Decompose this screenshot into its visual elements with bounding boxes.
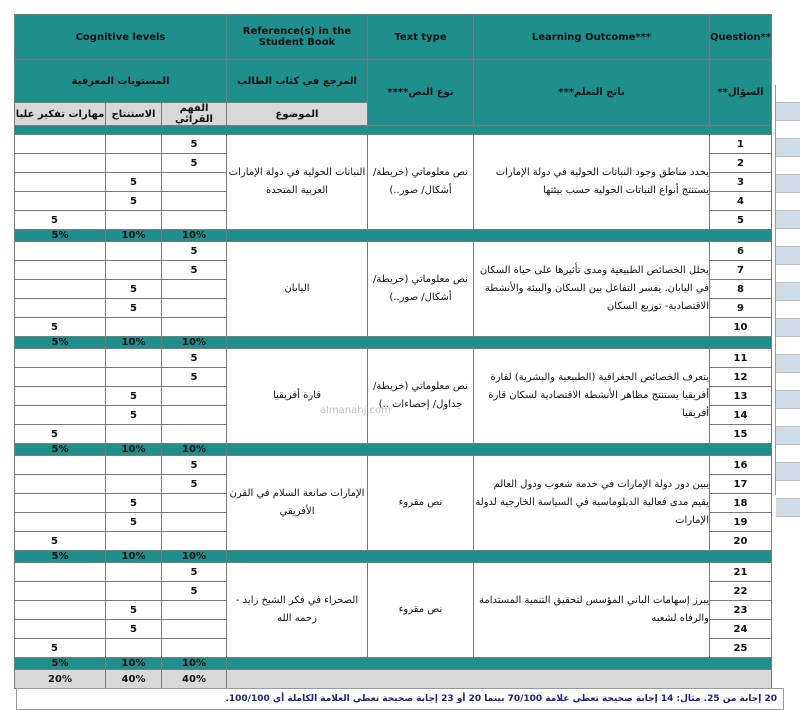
total-percentage-row — [15, 670, 772, 689]
percentage-row-filler — [227, 658, 772, 670]
question-number-cell: 5 — [710, 211, 772, 230]
inference-header: الاستنتاج — [106, 103, 162, 126]
header-row-arabic — [15, 60, 772, 103]
question-number-cell: 11 — [710, 349, 772, 368]
question-number-cell: 24 — [710, 620, 772, 639]
reading-comprehension-cell — [162, 387, 227, 406]
percentage-cell: 10% — [106, 230, 162, 242]
reading-comprehension-cell — [162, 639, 227, 658]
watermark-text: almanahj.com — [320, 405, 391, 416]
question-number-cell: 2 — [710, 154, 772, 173]
inference-cell — [106, 261, 162, 280]
reading-comprehension-cell: 5 — [162, 456, 227, 475]
percentage-cell: 10% — [106, 337, 162, 349]
learning-outcome-cell: يحدد مناطق وجود النباتات الحولية في دولة الإمارات يستنتج أنواع النباتات الحولية حسب بيئتها — [474, 135, 710, 230]
section-percentage-row — [15, 658, 772, 670]
percentage-cell: 5% — [15, 230, 106, 242]
text-type-cell: نص معلوماتي (خريطة/ جداول/ إحصاءات ..) — [368, 349, 474, 444]
question-row — [15, 349, 772, 368]
inference-cell — [106, 318, 162, 337]
inference-cell: 5 — [106, 173, 162, 192]
inference-cell — [106, 563, 162, 582]
topic-cell: الإمارات صانعة السلام في القرن الأفريقي — [227, 456, 368, 551]
higher-thinking-cell: 5 — [15, 639, 106, 658]
inference-cell — [106, 532, 162, 551]
text-type-cell: نص مقروء — [368, 456, 474, 551]
reading-comprehension-cell: 5 — [162, 368, 227, 387]
higher-thinking-header: مهارات تفكير عليا — [15, 103, 106, 126]
reading-comprehension-cell — [162, 620, 227, 639]
reading-comprehension-cell — [162, 173, 227, 192]
percentage-cell: 10% — [162, 337, 227, 349]
higher-thinking-cell — [15, 406, 106, 425]
inference-cell — [106, 154, 162, 173]
inference-cell — [106, 475, 162, 494]
reading-comprehension-cell — [162, 406, 227, 425]
reading-comprehension-cell: 5 — [162, 135, 227, 154]
reading-comprehension-cell — [162, 425, 227, 444]
question-row — [15, 456, 772, 475]
higher-thinking-cell — [15, 456, 106, 475]
reading-comprehension-cell — [162, 601, 227, 620]
total-percentage-cell: 20% — [15, 670, 106, 689]
text-type-cell: نص معلوماتي (خريطة/ أشكال/ صور..) — [368, 135, 474, 230]
inference-cell — [106, 368, 162, 387]
higher-thinking-cell — [15, 349, 106, 368]
blueprint-table — [14, 14, 772, 689]
reading-comprehension-cell — [162, 318, 227, 337]
section-percentage-row — [15, 337, 772, 349]
percentage-cell: 10% — [162, 444, 227, 456]
higher-thinking-cell: 5 — [15, 532, 106, 551]
learning-outcome-header: Learning Outcome*** — [474, 15, 710, 60]
inference-cell: 5 — [106, 601, 162, 620]
question-number-cell: 13 — [710, 387, 772, 406]
percentage-cell: 10% — [162, 551, 227, 563]
higher-thinking-cell — [15, 135, 106, 154]
higher-thinking-cell — [15, 582, 106, 601]
inference-cell — [106, 456, 162, 475]
topic-cell: قارة أفريقيا — [227, 349, 368, 444]
topic-cell: اليابان — [227, 242, 368, 337]
section-percentage-row — [15, 230, 772, 242]
total-row-filler — [227, 670, 772, 689]
question-row — [15, 563, 772, 582]
higher-thinking-cell — [15, 601, 106, 620]
inference-cell: 5 — [106, 406, 162, 425]
higher-thinking-cell — [15, 620, 106, 639]
higher-thinking-cell — [15, 280, 106, 299]
reading-comprehension-cell — [162, 299, 227, 318]
higher-thinking-cell — [15, 154, 106, 173]
inference-cell: 5 — [106, 280, 162, 299]
question-number-cell: 10 — [710, 318, 772, 337]
reading-comprehension-header: الفهم القرائي — [162, 103, 227, 126]
reading-comprehension-cell — [162, 494, 227, 513]
reading-comprehension-cell — [162, 280, 227, 299]
text-type-cell: نص مقروء — [368, 563, 474, 658]
percentage-cell: 5% — [15, 444, 106, 456]
inference-cell: 5 — [106, 387, 162, 406]
reading-comprehension-cell: 5 — [162, 563, 227, 582]
question-number-cell: 9 — [710, 299, 772, 318]
learning-outcome-header-ar: ***ناتج التعلم — [474, 60, 710, 126]
inference-cell — [106, 135, 162, 154]
total-percentage-cell: 40% — [162, 670, 227, 689]
text-type-header-ar: ****نوع النص — [368, 60, 474, 126]
reference-header-ar: المرجع في كتاب الطالب — [227, 60, 368, 103]
learning-outcome-cell: يحلل الخصائص الطبيعية ومدى تأثيرها على حياة السكان في اليابان. يفسر التفاعل بين السكان والبيئة والأنشطة الاقتصادية- توزيع السكان — [474, 242, 710, 337]
reading-comprehension-cell — [162, 211, 227, 230]
reference-header: Reference(s) in the Student Book — [227, 15, 368, 60]
inference-cell: 5 — [106, 192, 162, 211]
percentage-cell: 10% — [106, 444, 162, 456]
question-number-cell: 4 — [710, 192, 772, 211]
reading-comprehension-cell — [162, 513, 227, 532]
percentage-cell: 10% — [162, 230, 227, 242]
higher-thinking-cell — [15, 563, 106, 582]
cognitive-levels-header-ar: المستويات المعرفية — [15, 60, 227, 103]
section-percentage-row — [15, 551, 772, 563]
inference-cell: 5 — [106, 299, 162, 318]
higher-thinking-cell — [15, 299, 106, 318]
question-number-cell: 19 — [710, 513, 772, 532]
question-number-cell: 8 — [710, 280, 772, 299]
question-header-ar: **السؤال — [710, 60, 772, 126]
percentage-cell: 10% — [106, 658, 162, 670]
total-percentage-cell: 40% — [106, 670, 162, 689]
percentage-row-filler — [227, 337, 772, 349]
learning-outcome-cell: يتعرف الخصائص الجغرافية (الطبيعية والبشرية) لقارة أفريقيا يستنتج مظاهر الأنشطة الاقتصادية لسكان قارة أفريقيا — [474, 349, 710, 444]
reading-comprehension-cell: 5 — [162, 349, 227, 368]
question-number-cell: 12 — [710, 368, 772, 387]
higher-thinking-cell — [15, 513, 106, 532]
question-number-cell: 16 — [710, 456, 772, 475]
blueprint-table-container — [14, 14, 771, 683]
question-number-cell: 18 — [710, 494, 772, 513]
learning-outcome-cell: يبرز إسهامات الباني المؤسس لتحقيق التنمية المستدامة والرفاه لشعبه — [474, 563, 710, 658]
percentage-cell: 10% — [162, 658, 227, 670]
learning-outcome-cell: يبين دور دولة الإمارات في خدمة شعوب ودول العالم يقيم مدى فعالية الدبلوماسية في السياسة الخارجية لدولة الإمارات — [474, 456, 710, 551]
higher-thinking-cell — [15, 475, 106, 494]
percentage-cell: 5% — [15, 337, 106, 349]
question-number-cell: 6 — [710, 242, 772, 261]
higher-thinking-cell: 5 — [15, 318, 106, 337]
higher-thinking-cell: 5 — [15, 425, 106, 444]
reading-comprehension-cell — [162, 192, 227, 211]
question-number-cell: 1 — [710, 135, 772, 154]
question-number-cell: 21 — [710, 563, 772, 582]
higher-thinking-cell — [15, 494, 106, 513]
inference-cell: 5 — [106, 513, 162, 532]
reading-comprehension-cell — [162, 532, 227, 551]
reading-comprehension-cell: 5 — [162, 475, 227, 494]
percentage-row-filler — [227, 444, 772, 456]
reading-comprehension-cell: 5 — [162, 154, 227, 173]
inference-cell — [106, 349, 162, 368]
text-type-cell: نص معلوماتي (خريطة/ أشكال/ صور..) — [368, 242, 474, 337]
higher-thinking-cell — [15, 261, 106, 280]
percentage-cell: 10% — [106, 551, 162, 563]
higher-thinking-cell — [15, 242, 106, 261]
question-number-cell: 23 — [710, 601, 772, 620]
question-row — [15, 242, 772, 261]
question-number-cell: 15 — [710, 425, 772, 444]
topic-cell: النباتات الحولية في دولة الإمارات العربية المتحدة — [227, 135, 368, 230]
topic-cell: الصحراء في فكر الشيخ زايد - رحمه الله — [227, 563, 368, 658]
reading-comprehension-cell: 5 — [162, 261, 227, 280]
separator-row — [15, 126, 772, 135]
inference-cell — [106, 639, 162, 658]
question-header: Question** — [710, 15, 772, 60]
inference-cell — [106, 582, 162, 601]
inference-cell — [106, 425, 162, 444]
header-row-english — [15, 15, 772, 60]
inference-cell — [106, 242, 162, 261]
reading-comprehension-cell: 5 — [162, 582, 227, 601]
question-number-cell: 14 — [710, 406, 772, 425]
reading-comprehension-cell: 5 — [162, 242, 227, 261]
percentage-row-filler — [227, 551, 772, 563]
question-number-cell: 20 — [710, 532, 772, 551]
percentage-row-filler — [227, 230, 772, 242]
cognitive-levels-header: Cognitive levels — [15, 15, 227, 60]
percentage-cell: 5% — [15, 658, 106, 670]
question-number-cell: 17 — [710, 475, 772, 494]
higher-thinking-cell — [15, 173, 106, 192]
question-number-cell: 22 — [710, 582, 772, 601]
question-row — [15, 135, 772, 154]
question-number-cell: 7 — [710, 261, 772, 280]
higher-thinking-cell — [15, 368, 106, 387]
inference-cell — [106, 211, 162, 230]
section-percentage-row — [15, 444, 772, 456]
percentage-cell: 5% — [15, 551, 106, 563]
footer-note: 20 إجابة من 25. مثال: 14 إجابة صحيحة تعطي علامة 70/100 بينما 20 أو 23 إجابة صحيحة تعطي العلامة الكاملة أي 100/100. — [16, 688, 784, 710]
adjacent-table-edge — [775, 85, 800, 495]
question-number-cell: 3 — [710, 173, 772, 192]
topic-header: الموضوع — [227, 103, 368, 126]
higher-thinking-cell — [15, 387, 106, 406]
question-number-cell: 25 — [710, 639, 772, 658]
higher-thinking-cell: 5 — [15, 211, 106, 230]
inference-cell: 5 — [106, 620, 162, 639]
inference-cell: 5 — [106, 494, 162, 513]
text-type-header: Text type — [368, 15, 474, 60]
higher-thinking-cell — [15, 192, 106, 211]
